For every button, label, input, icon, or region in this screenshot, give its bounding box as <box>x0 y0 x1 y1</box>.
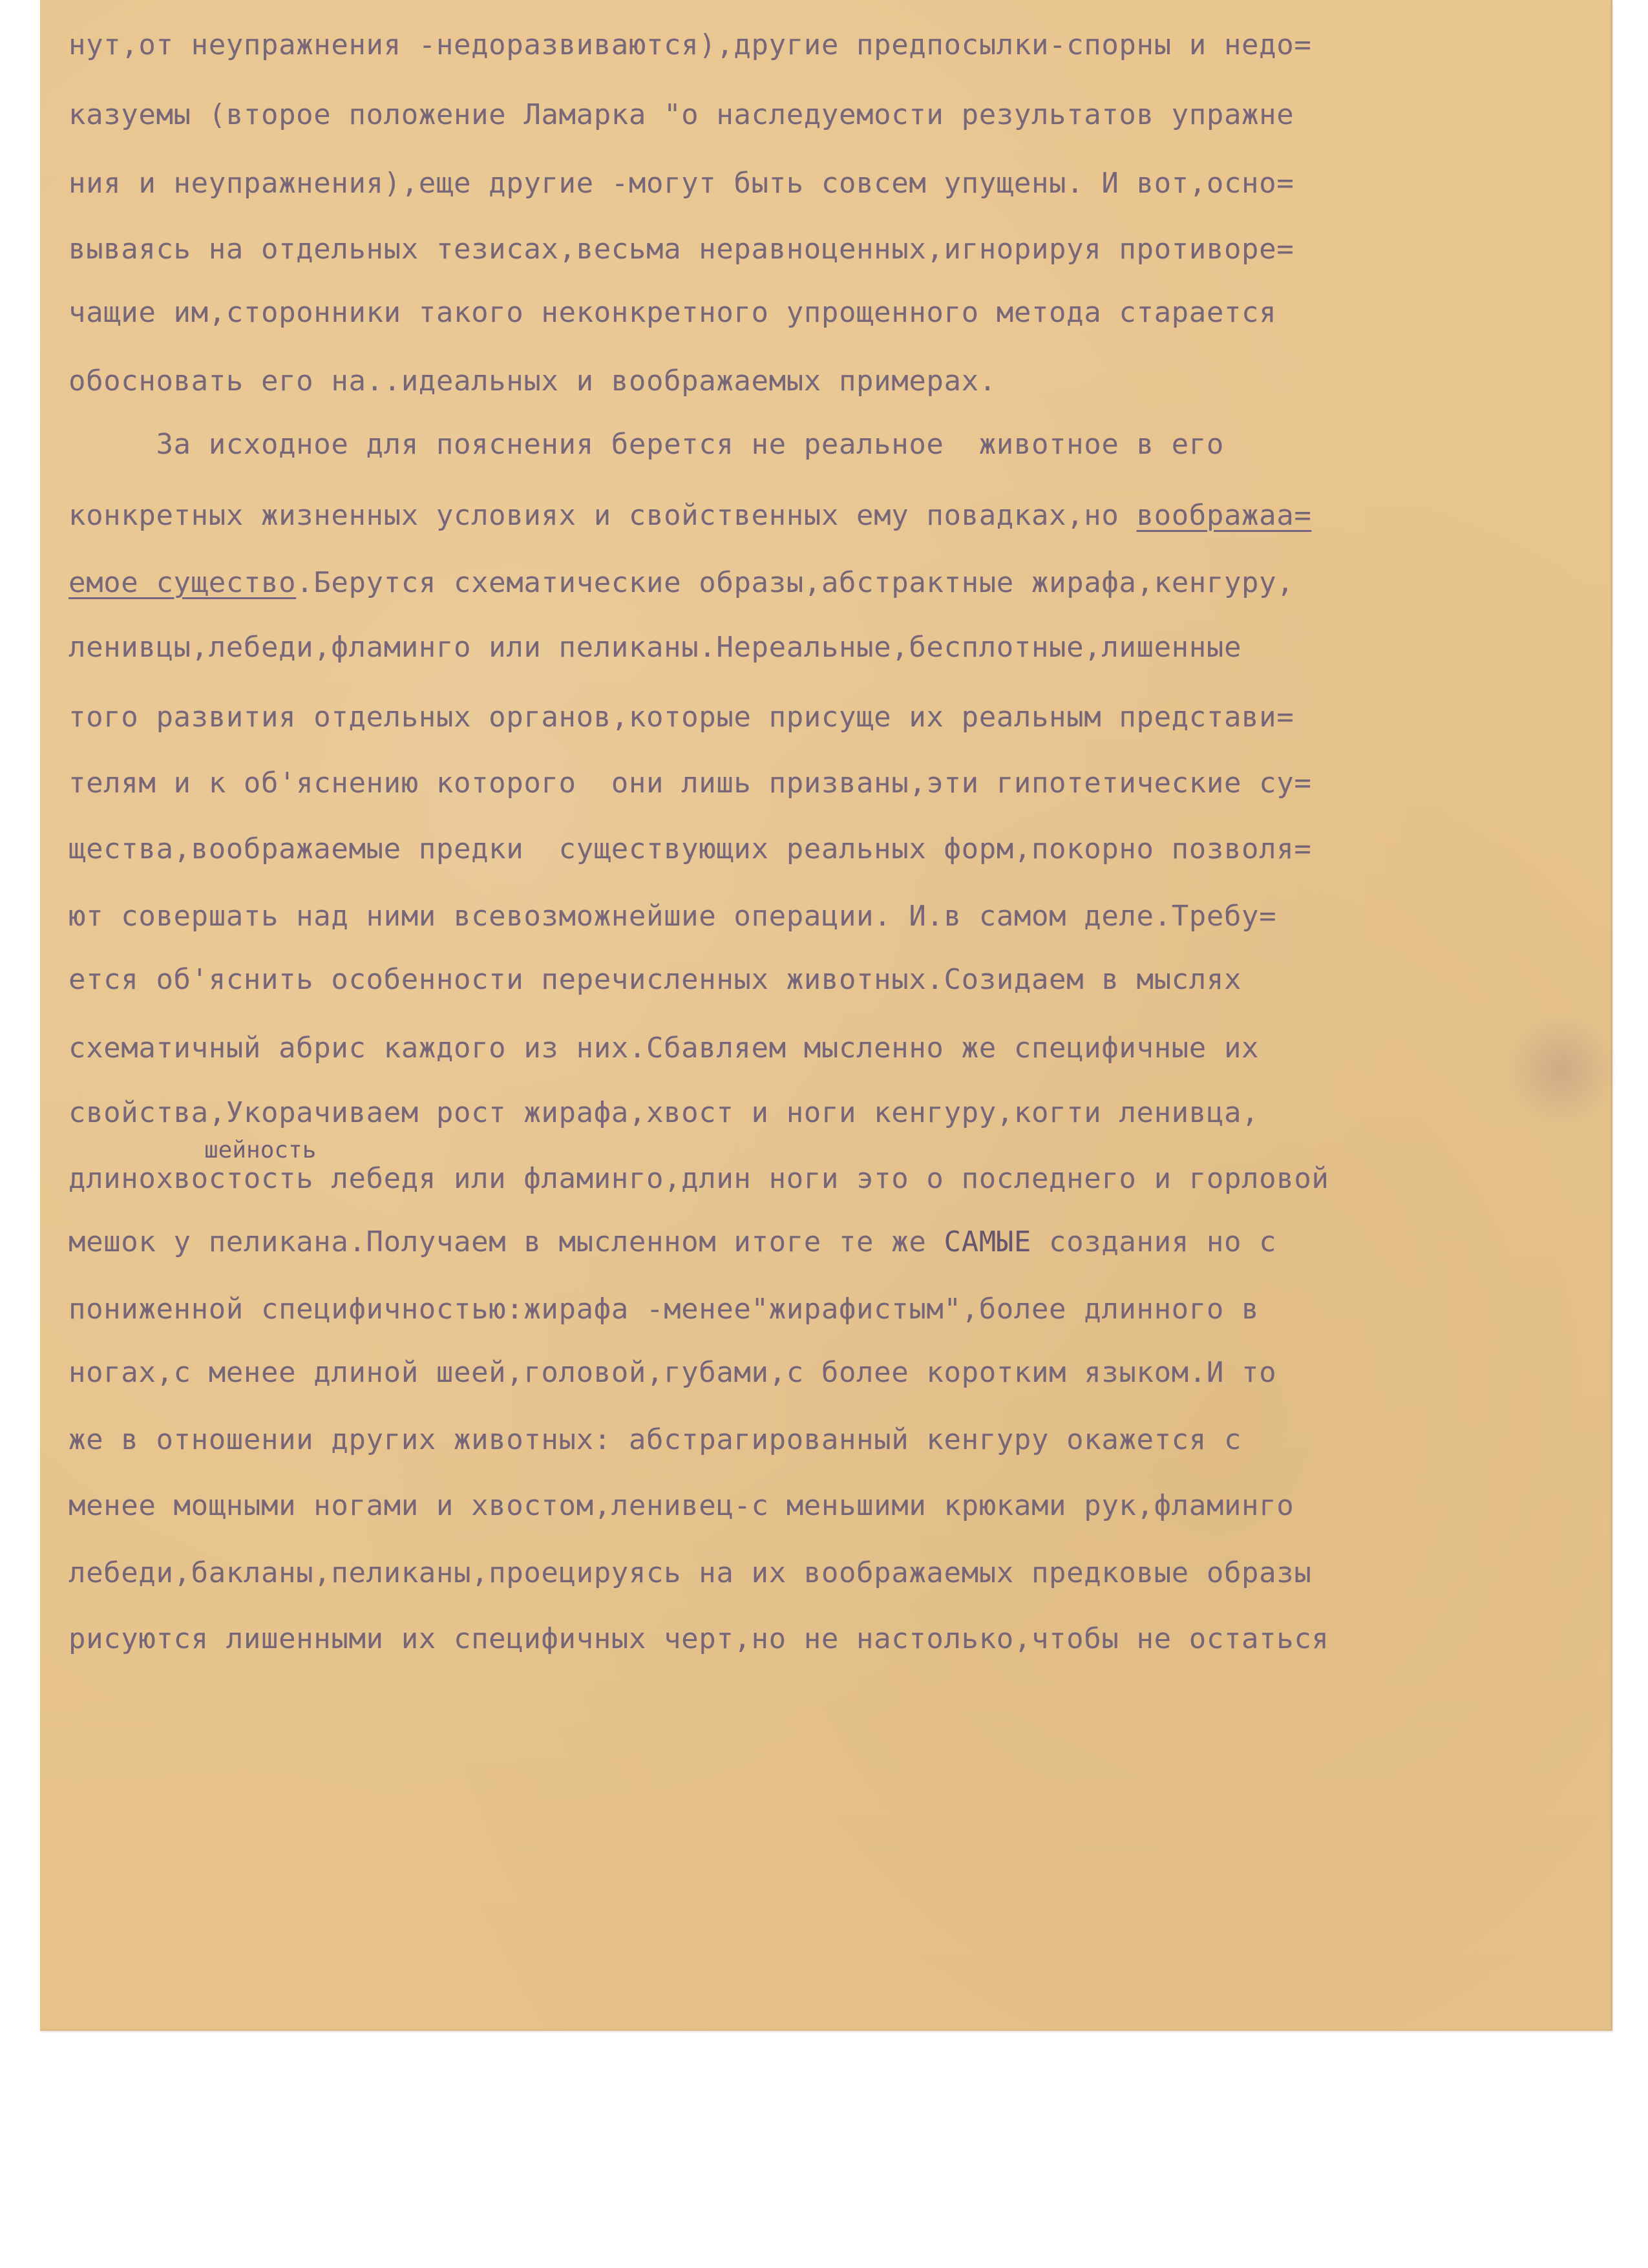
text-line-5: чащие им,сторонники такого неконкретного упрощенного метода старается <box>69 296 1277 329</box>
text-line-25: рисуются лишенными их специфичных черт,но не настолько,чтобы не остаться <box>69 1622 1329 1655</box>
text-line-1: нут,от неупражнения -недоразвиваются),другие предпосылки-спорны и недо= <box>69 28 1312 61</box>
underlined-word: воображаа= <box>1136 499 1312 532</box>
text-line-10: ленивцы,лебеди,фламинго или пеликаны.Нереальные,бесплотные,лишенные <box>69 631 1242 664</box>
text-line-8 <box>69 499 1312 532</box>
text-line-6: обосновать его на..идеальных и воображаемых примерах. <box>69 365 997 397</box>
text-line-11: того развития отдельных органов,которые присуще их реальным представи= <box>69 701 1294 734</box>
text-line-20: пониженной специфичностью:жирафа -менее"жирафистым",более длинного в <box>69 1293 1260 1326</box>
underlined-phrase: емое существо <box>69 566 297 599</box>
text-line-7: За исходное для пояснения берется не реальное животное в его <box>69 428 1224 461</box>
text-line-21: ногах,с менее длиной шеей,головой,губами,с более коротким языком.И то <box>69 1356 1277 1389</box>
text-line-23: менее мощными ногами и хвостом,ленивец-с меньшими крюками рук,фламинго <box>69 1489 1294 1522</box>
text-line-12: телям и к об'яснению которого они лишь призваны,эти гипотетические су= <box>69 767 1312 800</box>
text-line-9 <box>69 566 1294 599</box>
text-line-16: схематичный абрис каждого из них.Сбавляем мысленно же специфичные их <box>69 1032 1260 1065</box>
text-line-9-rest: .Берутся схематические образы,абстрактные жирафа,кенгуру, <box>296 566 1294 599</box>
text-line-17: свойства,Укорачиваем рост жирафа,хвост и ноги кенгуру,когти ленивца, <box>69 1096 1260 1129</box>
text-line-4: вываясь на отдельных тезисах,весьма неравноценных,игнорируя противоре= <box>69 233 1294 266</box>
typewritten-sheet <box>40 0 1612 2031</box>
text-line-3: ния и неупражнения),еще другие -могут быть совсем упущены. И вот,осно= <box>69 167 1294 200</box>
text-line-14: ют совершать над ними всевозможнейшие операции. И.в самом деле.Требу= <box>69 900 1277 933</box>
text-line-19 <box>69 1225 1277 1258</box>
emphasized-word: САМЫЕ <box>944 1225 1031 1258</box>
text-line-19-rest: создания но с <box>1031 1225 1277 1258</box>
text-line-18: длинохвостость лебедя или фламинго,длин ноги это о последнего и горловой <box>69 1162 1329 1195</box>
text-line-8-main: конкретных жизненных условиях и свойственных ему повадках,но <box>69 499 1137 532</box>
handwritten-insertion: шейность <box>204 1137 317 1163</box>
text-line-13: щества,воображаемые предки существующих реальных форм,покорно позволя= <box>69 832 1312 865</box>
text-line-19-main: мешок у пеликана.Получаем в мысленном итоге те же <box>69 1225 944 1258</box>
text-line-22: же в отношении других животных: абстрагированный кенгуру окажется с <box>69 1423 1242 1456</box>
text-line-15: ется об'яснить особенности перечисленных животных.Созидаем в мыслях <box>69 963 1242 996</box>
text-line-2: казуемы (второе положение Ламарка "о наследуемости результатов упражне <box>69 98 1294 131</box>
text-line-24: лебеди,бакланы,пеликаны,проецируясь на их воображаемых предковые образы <box>69 1556 1312 1589</box>
ink-smudge <box>1507 1008 1617 1131</box>
